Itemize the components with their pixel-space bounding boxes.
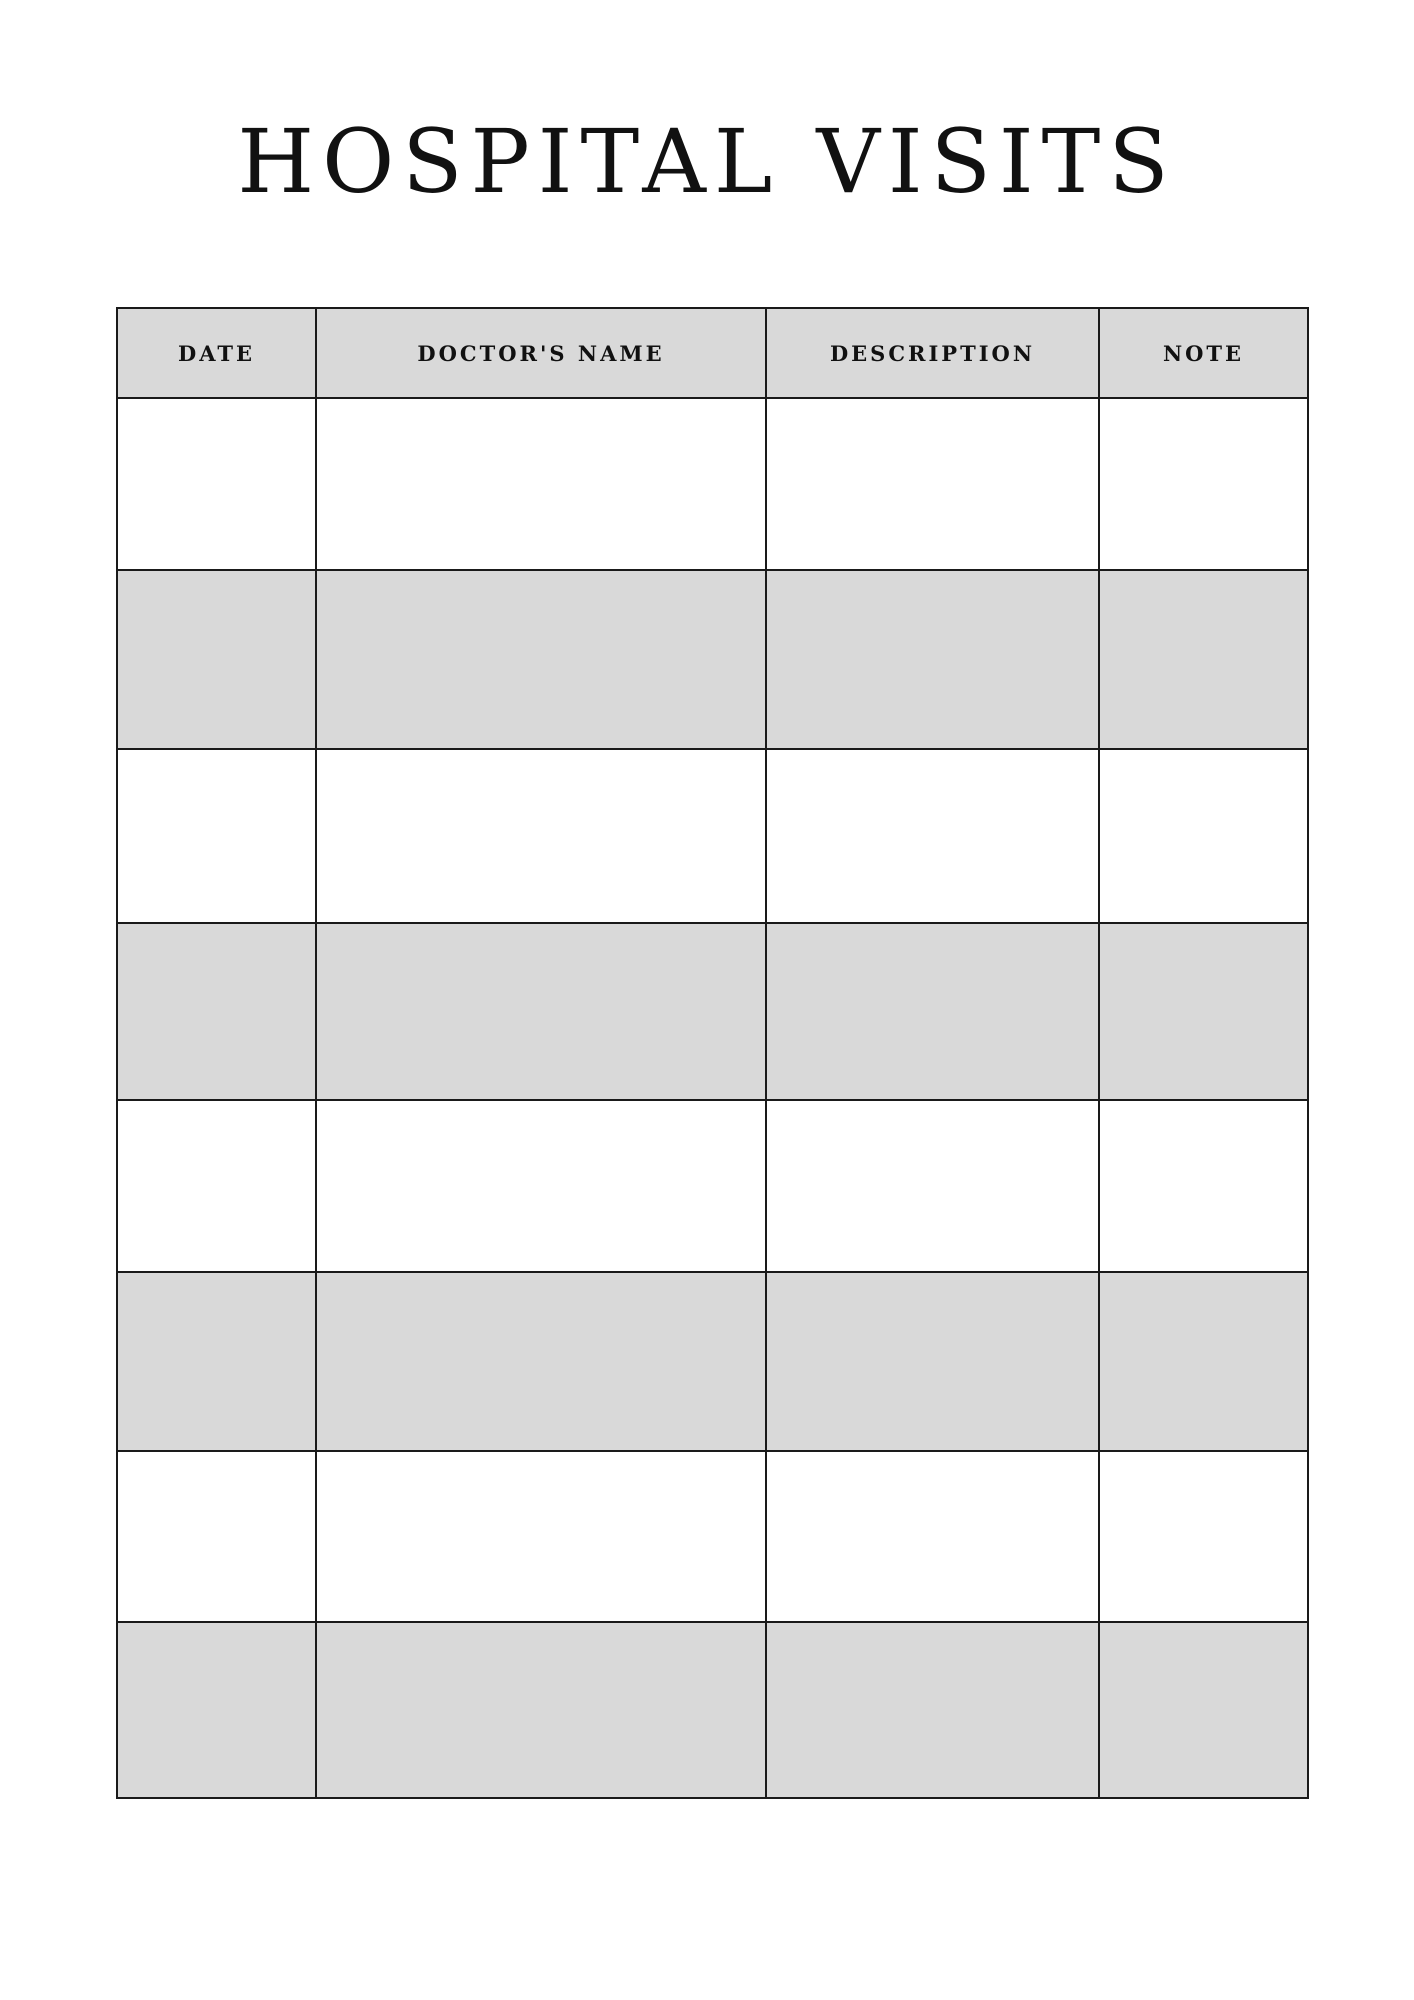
date-cell[interactable] [117, 1100, 316, 1272]
page-title: HOSPITAL VISITS [237, 110, 1177, 213]
note-cell[interactable] [1099, 1451, 1308, 1622]
note-cell[interactable] [1099, 923, 1308, 1100]
description-cell[interactable] [766, 398, 1099, 570]
date-cell[interactable] [117, 570, 316, 749]
note-cell[interactable] [1099, 1100, 1308, 1272]
description-cell[interactable] [766, 749, 1099, 923]
description-cell[interactable] [766, 1100, 1099, 1272]
doctors-name-cell[interactable] [316, 749, 766, 923]
visits-table [116, 307, 1309, 1799]
doctors-name-cell[interactable] [316, 1622, 766, 1798]
table-header-row [117, 308, 1308, 398]
column-header-date: DATE [117, 308, 316, 398]
note-cell[interactable] [1099, 570, 1308, 749]
table-row [117, 1622, 1308, 1798]
description-cell[interactable] [766, 1451, 1099, 1622]
description-cell[interactable] [766, 570, 1099, 749]
note-cell[interactable] [1099, 1622, 1308, 1798]
doctors-name-cell[interactable] [316, 1272, 766, 1451]
column-header-note: NOTE [1099, 308, 1308, 398]
table-row [117, 398, 1308, 570]
note-cell[interactable] [1099, 1272, 1308, 1451]
description-cell[interactable] [766, 1622, 1099, 1798]
doctors-name-cell[interactable] [316, 923, 766, 1100]
table-row [117, 1100, 1308, 1272]
date-cell[interactable] [117, 749, 316, 923]
doctors-name-cell[interactable] [316, 570, 766, 749]
description-cell[interactable] [766, 923, 1099, 1100]
doctors-name-cell[interactable] [316, 398, 766, 570]
doctors-name-cell[interactable] [316, 1100, 766, 1272]
doctors-name-cell[interactable] [316, 1451, 766, 1622]
date-cell[interactable] [117, 1622, 316, 1798]
note-cell[interactable] [1099, 398, 1308, 570]
column-header-doctors-name: DOCTOR'S NAME [316, 308, 766, 398]
table-row [117, 1272, 1308, 1451]
date-cell[interactable] [117, 1272, 316, 1451]
note-cell[interactable] [1099, 749, 1308, 923]
table-row [117, 1451, 1308, 1622]
table-row [117, 749, 1308, 923]
column-header-description: DESCRIPTION [766, 308, 1099, 398]
date-cell[interactable] [117, 1451, 316, 1622]
description-cell[interactable] [766, 1272, 1099, 1451]
date-cell[interactable] [117, 923, 316, 1100]
table-row [117, 570, 1308, 749]
date-cell[interactable] [117, 398, 316, 570]
table-row [117, 923, 1308, 1100]
